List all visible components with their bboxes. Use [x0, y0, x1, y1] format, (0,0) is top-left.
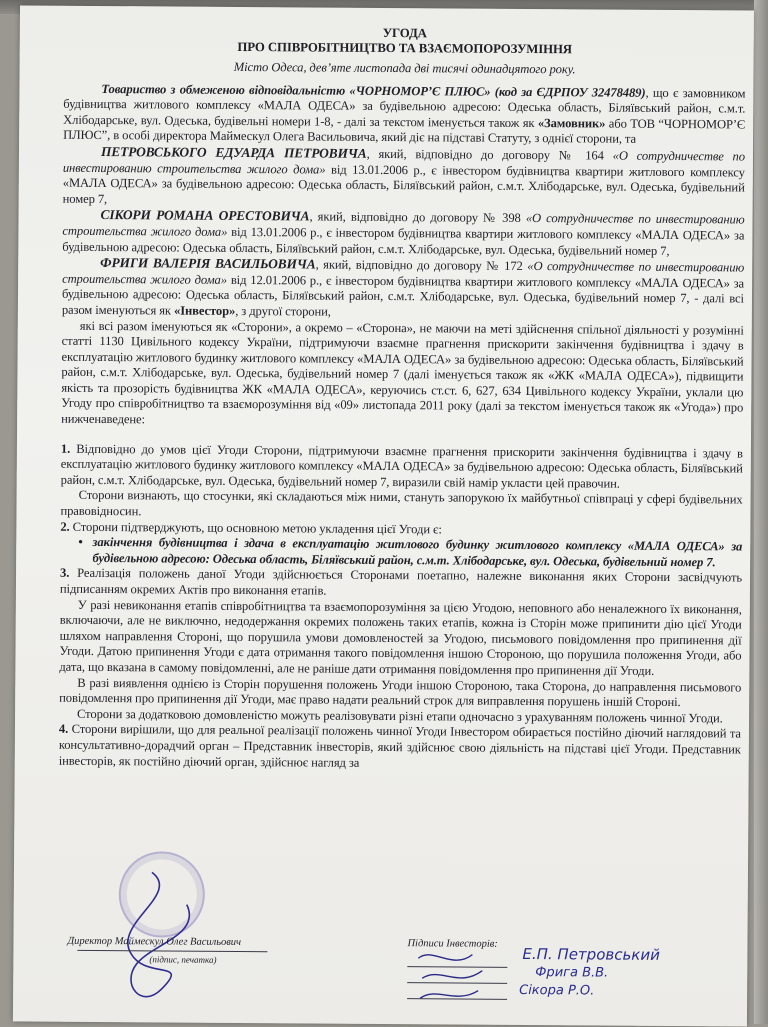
investor-2-paragraph [62, 207, 744, 260]
section-3-paragraph-3: В разі виявлення однією із Сторін порушення положень Угоди іншою Стороною, така Сторона, до направлення письмового повідомлення про припинення дії Угоди, має право надати реальний строк для виправлення порушень іншій Стороні. [59, 675, 742, 710]
investor-3-text-2: від 12.01.2006 р., є інвестором будівництва квартири житлового комплексу «МАЛА ОДЕСА» за будівельною адресою: Одеська область, Біляївський район, с.м.т. Хлібодарське, вул. Одеська, будівельний номер 7, - далі всі разом іменуються як [61, 272, 745, 318]
company-alias: «Замовник» [537, 115, 606, 131]
section-4 [59, 722, 741, 774]
parties-paragraph: які всі разом іменуються як «Сторони», а окремо – «Сторона», не маючи на меті здійснення спільної діяльності у розумінні статті 1130 Цивільного кодексу України, підтримуючи взаємне прагнення прискорити закінчення будівництва і здачу в експлуатацію житлового будинку житлового комплексу «МАЛА ОДЕСА» за будівельною адресою: Одеська область, Біляївський район, с.м.т. Хлібодарське, вул. Одеська, будівельний номер 7 (далі іменується також як «ЖК «МАЛА ОДЕСА»), підвищити якість та прозорість будівництва ЖК «МАЛА ОДЕСА», керуючись ст.ст. 6, 627, 634 Цивільного кодексу України, уклали цю Угоду про співробітництво та взаєморозуміння від «09» листопада 2011 року (далі за текстом іменується також як «Угода») про нижченаведене: [61, 318, 744, 427]
document-page [13, 5, 754, 1026]
company-text-1: , що є замовником будівництва житлового комплексу «МАЛА ОДЕСА» за будівельною адресою: Одеська область, Біляївський район, с.м.т. Хлібодарське, вул. Одеська, будівельні номери 1-8, - далі за текстом іменується також як [63, 85, 746, 130]
investor-1-paragraph [63, 144, 745, 212]
section-2-number: 2. [60, 519, 70, 534]
section-2-bullet [78, 535, 742, 571]
document-body [59, 24, 746, 774]
section-3-text: Реалізація положень даної Угоди здійснюється Сторонами поетапно, належне виконання яких Сторони засвідчують підписанням окремих Актів про виконання етапів. [59, 566, 743, 598]
director-signature-line [77, 950, 267, 952]
section-4-text: Сторони вирішили, що для реальної реалізації положень чинної Угоди Інвестором обирається постійно діючий наглядовий та консультативно-дорадчий орган – Представник інвесторів, який здійснює свою діяльність на підставі цієї Угоди. Представник інвесторів, як постійно діючий орган, здійснює нагляд за [58, 722, 741, 770]
investor-signatures-scribble [412, 944, 512, 1007]
investor-3-name: ФРИГИ ВАЛЕРІЯ ВАСИЛЬОВИЧА [100, 255, 316, 272]
company-name: Товариство з обмеженою відповідальністю «ЧОРНОМОР’Є ПЛЮС» (код за ЄДРПОУ 32478489) [101, 81, 646, 100]
bullet-icon: • [78, 535, 83, 550]
investor-2-name: СІКОРИ РОМАНА ОРЕСТОВИЧА [100, 207, 310, 224]
investor-2-text-1: , який, відповідно до договору № 398 [309, 209, 526, 226]
section-1 [61, 441, 743, 493]
investor-2-text-2: від 13.01.2006 р., є інвестором будівництва квартири житлового комплексу «МАЛА ОДЕСА» за будівельною адресою: Одеська область, Біляївський район, с.м.т. Хлібодарське, вул. Одеська, будівельний номер 7, [62, 224, 745, 258]
investor-1-name: ПЕТРОВСЬКОГО ЕДУАРДА ПЕТРОВИЧА [100, 143, 367, 161]
photo-background-right [754, 0, 768, 1024]
section-1-number: 1. [60, 441, 71, 456]
signature-row [57, 928, 738, 1023]
investor-handwritten-name-1: Е.П. Петровський [522, 944, 660, 964]
section-2-text: Сторони підтверджують, що основною метою укладення цієї Угоди є: [69, 519, 442, 537]
investor-1-contract: «О сотрудничестве по инвестированию строительства жилого дома» [62, 148, 746, 177]
investor-handwritten-name-3: Сікора Р.О. [519, 982, 595, 999]
section-2-bullet-text: закінчення будівництва і здача в експлуатацію житлового будинку житлового комплексу «МАЛА ОДЕСА» за будівельною адресою: Одеська область, Біляївський район, с.м.т. Хлібодарське, вул. Одеська, будівельний номер 7. [92, 535, 743, 570]
investor-alias: «Інвестор» [173, 303, 236, 318]
investor-3-text-1: , який, відповідно до договору № 172 [315, 257, 528, 274]
investor-3-text-3: , з другої сторони, [235, 303, 331, 319]
section-4-number: 4. [58, 722, 69, 737]
company-text-2: або ТОВ “ЧОРНОМОР’Є ПЛЮС”, в особі директора Маймескул Олега Васильовича, який діє на підставі Статуту, з однієї сторони, та [63, 116, 746, 147]
section-3-number: 3. [59, 566, 70, 581]
section-1-paragraph-2: Сторони визнають, що стосунки, які складаються між ними, стануть запорукою їх майбутньої співпраці у сфері будівельних правовідносин. [60, 488, 743, 519]
place-date: Місто Одеса, дев’яте листопада дві тисячі одинадцятого року. [233, 59, 576, 77]
investors-signature-label: Підписи Інвесторів: [407, 938, 498, 950]
company-paragraph [63, 81, 745, 148]
section-3-paragraph-2: У разі невиконання етапів співробітництва та взаємопорозуміння за цією Угодою, неповного або неналежного їх виконання, включаючи, але не виключно, недодержання окремих положень таких етапів, кожна із Сторін може припинити дію цієї Угоди шляхом направлення Стороні, що порушила умови домовленостей за Угодою, письмового повідомлення про припинення дії Угоди. Датою припинення Угоди є дата отримання такого повідомлення іншою Стороною, що порушила положення Угоди, або дата, що вказана в самому повідомленні, але не раніше дати отримання повідомлення про припинення дії Угоди. [59, 597, 742, 678]
director-label: Директор Маймескул Олег Васильович [67, 935, 242, 949]
investor-handwritten-name-2: Фрига В.В. [535, 965, 609, 981]
document-title: УГОДА [382, 25, 427, 41]
section-1-text: Відповідно до умов цієї Угоди Сторони, підтримуючи взаємне прагнення прискорити закінчення будівництва і здачу в експлуатацію житлового будинку житлового комплексу «МАЛА ОДЕСА» за будівельною адресою: Одеська область, Біляївський район, с.м.т. Хлібодарське, вул. Одеська, будівельний номер 7, виразили свій намір укласти цей правочин. [60, 441, 743, 491]
investor-3-contract: «О сотрудничестве по инвестированию строительства жилого дома» [62, 259, 745, 287]
section-3-paragraph-4: Сторони за додатковою домовленістю можуть реалізовувати різні етапи одночасно з урахуванням положень чинної Угоди. [77, 706, 723, 726]
investor-1-text-1: , який, відповідно до договору № 164 [366, 146, 613, 163]
investor-2-contract: «О сотрудничестве по инвестированию строительства жилого дома» [62, 211, 745, 239]
investor-3-paragraph [62, 255, 744, 323]
section-3 [60, 566, 742, 602]
document-subtitle: ПРО СПІВРОБІТНИЦТВО ТА ВЗАЄМОПОРОЗУМІННЯ [237, 39, 573, 57]
director-sub-label: (підпис, печатка) [149, 954, 217, 965]
investor-1-text-2: від 13.01.2006 р., є інвестором будівництва квартири житлового комплексу «МАЛА ОДЕСА» за будівельною адресою: Одеська область, Біляївський район, с.м.т. Хлібодарське, вул. Одеська, будівельний номер 7, [62, 162, 745, 206]
